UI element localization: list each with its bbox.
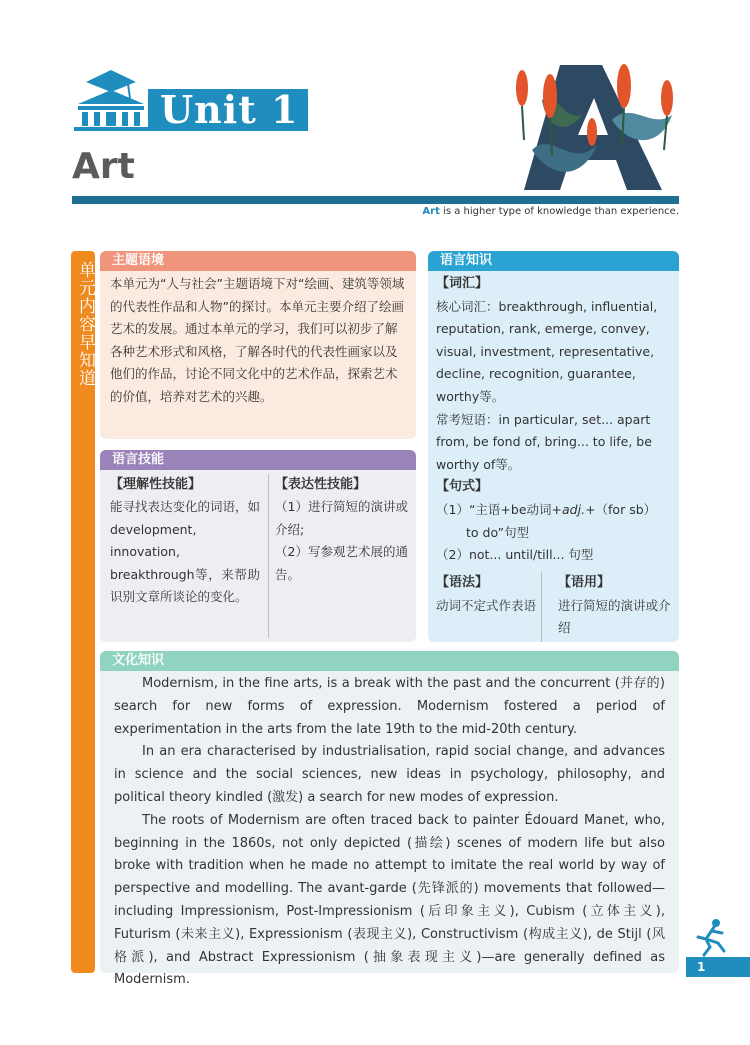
phrases-list: in particular, set... apart from, be fond of, bring... to life, be worthy of等。 xyxy=(436,411,652,472)
theme-context-body: 本单元为“人与社会”主题语境下对“绘画、建筑等领域的代表性作品和人物”的探讨。本单元主要介绍了绘画艺术的发展。通过本单元的学习，我们可以初步了解各种艺术形式和风格，了解各时代的代表性画家以及他们的作品，讨论不同文化中的艺术作品，探索艺术的价值，培养对艺术的兴趣。 xyxy=(110,276,405,404)
comprehension-skills xyxy=(110,474,260,609)
language-knowledge-heading: 语言知识 xyxy=(428,251,679,271)
letter-a-botanical-illustration xyxy=(512,60,682,195)
quote-keyword: Art xyxy=(422,206,440,217)
unit-quote xyxy=(422,206,679,217)
classroom-icon xyxy=(72,68,150,132)
sprinter-icon xyxy=(690,917,730,957)
pattern-title: 【句式】 xyxy=(436,479,489,495)
cultural-knowledge-heading: 文化知识 xyxy=(100,651,679,671)
culture-paragraph: The roots of Modernism are often traced back to painter Édouard Manet, who, beginning in the 1860s, not only depicted (描绘) scenes of modern life but also broke with tradition when he made no attempt to imitate the real world by way of perspective and modelling. The avant-garde (先锋派的) movements that followed—including Impressionism, Post-Impressionism (后印象主义), Cubism (立体主义), Futurism (未来主义), Expressionism (表现主义), Constructivism (构成主义), de Stijl (风格派), and Abstract Expressionism (抽象表现主义)—are generally defined as Modernism. xyxy=(114,812,665,988)
usage-body: 进行简短的演讲或介绍 xyxy=(558,597,671,636)
cultural-knowledge-body xyxy=(100,671,679,992)
unit-banner: Unit 1 xyxy=(148,89,308,131)
grammar-title: 【语法】 xyxy=(436,575,489,590)
title-rule xyxy=(72,196,679,204)
page-title: Art xyxy=(72,146,135,187)
theme-context-heading: 主题语境 xyxy=(100,251,416,271)
grammar xyxy=(436,572,536,617)
cultural-knowledge-box xyxy=(100,651,679,988)
pattern-2: （2）not... until/till... 句型 xyxy=(436,547,594,563)
core-words xyxy=(436,296,671,409)
language-knowledge-body xyxy=(428,271,679,567)
side-tab xyxy=(71,251,95,973)
quote-text: is a higher type of knowledge than experience. xyxy=(439,206,679,217)
expression-title: 【表达性技能】 xyxy=(275,477,367,492)
core-words-label: 核心词汇： xyxy=(436,298,499,314)
language-skills-box xyxy=(100,450,416,642)
grammar-usage-row xyxy=(428,570,679,636)
pattern-1-cont: to do”句型 xyxy=(466,524,530,540)
expression-skills xyxy=(268,474,410,638)
language-skills-heading: 语言技能 xyxy=(100,450,416,470)
theme-context-box xyxy=(100,251,416,439)
comprehension-body: 能寻找表达变化的词语，如development, innovation, breakthrough等，来帮助识别文章所谈论的变化。 xyxy=(110,499,261,605)
grammar-body: 动词不定式作表语 xyxy=(436,597,537,613)
page-number: 1 xyxy=(686,957,750,977)
comprehension-title: 【理解性技能】 xyxy=(110,477,202,492)
usage-title: 【语用】 xyxy=(558,575,611,590)
pattern-1-adj: adj. xyxy=(562,501,586,517)
phrases xyxy=(436,409,671,477)
phrases-label: 常考短语： xyxy=(436,411,499,427)
pattern-1-part: +（for sb） xyxy=(585,501,657,517)
pattern-1 xyxy=(436,499,671,522)
core-words-list: breakthrough, influential, reputation, rank, emerge, convey, visual, investment, representative, decline, recognition, guarantee, worthy等。 xyxy=(436,298,658,404)
pattern-1-part: （1）“主语+be动词+ xyxy=(436,501,563,517)
culture-paragraph: In an era characterised by industrialisation, rapid social change, and advances in science and the social sciences, new ideas in psychology, philosophy, and political theory kindled (激发) a search for new modes of expression. xyxy=(114,744,665,805)
expression-item: （2）写参观艺术展的通告。 xyxy=(275,544,408,582)
usage xyxy=(541,572,671,642)
expression-item: （1）进行简短的演讲或介绍; xyxy=(275,499,408,537)
culture-paragraph: Modernism, in the fine arts, is a break with the past and the concurrent (并存的) search for new forms of expression. Modernism fostered a period of experimentation in the arts from the late 19th to the mid-20th century. xyxy=(114,676,665,737)
side-tab-label: 单元内容早知道 xyxy=(75,261,95,387)
vocab-title: 【词汇】 xyxy=(436,276,489,291)
language-knowledge-box xyxy=(428,251,679,642)
